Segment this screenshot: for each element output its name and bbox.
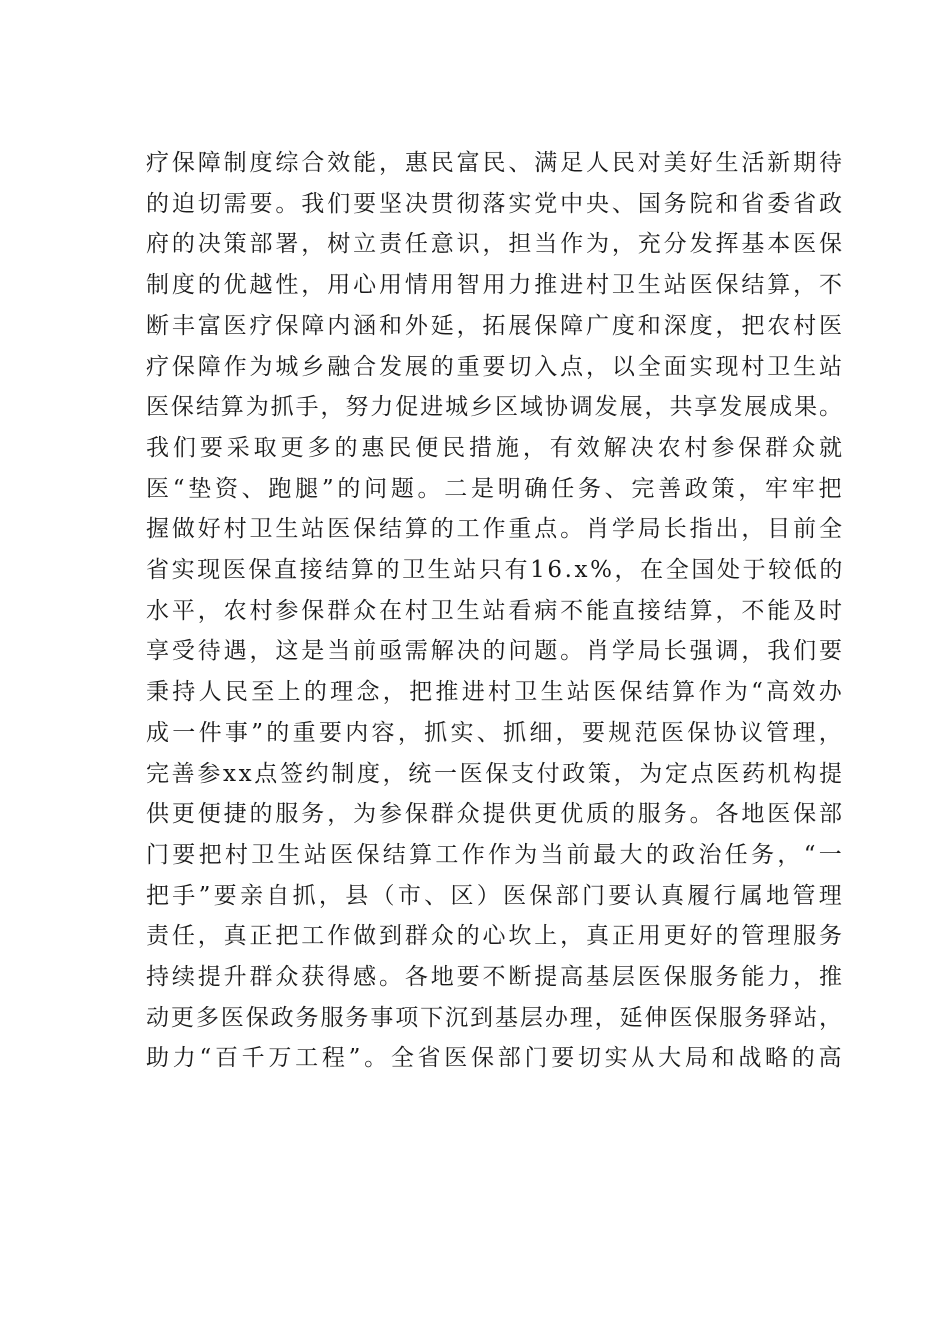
text-line: 断丰富医疗保障内涵和外延，拓展保障广度和深度，把农村医 (146, 312, 845, 339)
text-line: 责任，真正把工作做到群众的心坎上，真正用更好的管理服务 (146, 923, 845, 950)
text-line: 持续提升群众获得感。各地要不断提高基层医保服务能力，推 (146, 964, 845, 990)
text-line: 省实现医保直接结算的卫生站只有16.x%，在全国处于较低的 (146, 557, 846, 583)
text-line: 水平，农村参保群众在村卫生站看病不能直接结算，不能及时 (146, 597, 845, 624)
text-line: 疗保障制度综合效能，惠民富民、满足人民对美好生活新期待 (146, 150, 845, 176)
text-line: 医“垫资、跑腿”的问题。二是明确任务、完善政策，牢牢把 (146, 475, 846, 502)
text-line: 助力“百千万工程”。全省医保部门要切实从大局和战略的高 (146, 1045, 846, 1072)
text-line: 动更多医保政务服务事项下沉到基层办理，延伸医保服务驿站， (146, 1004, 844, 1031)
text-line: 秉持人民至上的理念，把推进村卫生站医保结算作为“高效办 (146, 679, 846, 706)
text-line: 把手”要亲自抓，县（市、区）医保部门要认真履行属地管理 (146, 882, 846, 909)
text-line: 握做好村卫生站医保结算的工作重点。肖学局长指出，目前全 (146, 516, 845, 543)
text-line: 供更便捷的服务，为参保群众提供更优质的服务。各地医保部 (146, 801, 845, 828)
text-line: 成一件事”的重要内容，抓实、抓细，要规范医保协议管理， (146, 719, 846, 746)
text-line: 完善参xx点签约制度，统一医保支付政策，为定点医药机构提 (146, 760, 845, 787)
text-line: 我们要采取更多的惠民便民措施，有效解决农村参保群众就 (146, 434, 846, 461)
text-line: 的迫切需要。我们要坚决贯彻落实党中央、国务院和省委省政 (146, 190, 845, 217)
text-line: 医保结算为抓手，努力促进城乡区域协调发展，共享发展成果。 (146, 394, 844, 421)
text-line: 府的决策部署，树立责任意识，担当作为，充分发挥基本医保 (146, 231, 845, 258)
text-line: 门要把村卫生站医保结算工作作为当前最大的政治任务，“一 (146, 841, 846, 868)
text-line: 制度的优越性，用心用情用智用力推进村卫生站医保结算，不 (146, 272, 845, 299)
text-line: 疗保障作为城乡融合发展的重要切入点，以全面实现村卫生站 (146, 353, 845, 380)
text-line: 享受待遇，这是当前亟需解决的问题。肖学局长强调，我们要 (146, 638, 845, 665)
